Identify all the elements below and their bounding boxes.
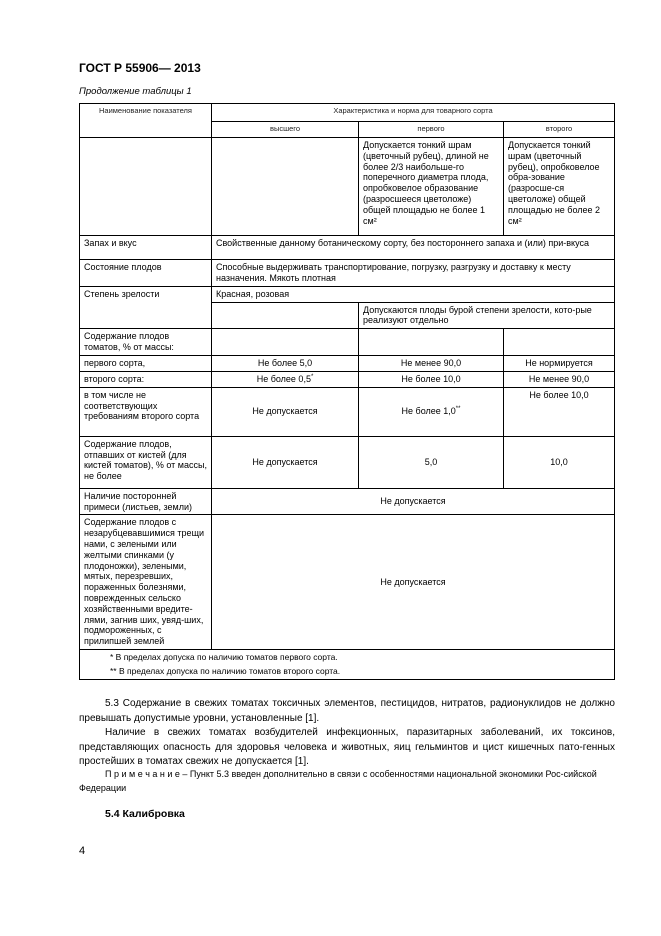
state-label: Состояние плодов — [80, 260, 212, 287]
first-grade-label: первого сорта, — [80, 356, 212, 372]
paragraph-pathogens: Наличие в свежих томатах возбудителей инфекционных, паразитарных заболеваний, их токсинов, представляющих опасность для здоровья человека и животных, яиц гельминтов и цист кишечных пато-генных простейших в томатах свежих не допускается [1]. — [79, 727, 615, 767]
ripeness-value: Красная, розовая — [212, 286, 615, 302]
incl-first: Не более 1,0** — [359, 387, 504, 436]
smell-label: Запах и вкус — [80, 236, 212, 260]
fallen-label: Содержание плодов, отпавших от кистей (для кистей томатов), % от массы, не более — [80, 436, 212, 488]
table-continuation-caption: Продолжение таблицы 1 — [79, 86, 192, 97]
header-grade-first: первого — [359, 122, 504, 138]
second-grade-label: второго сорта: — [80, 371, 212, 387]
page-number: 4 — [79, 845, 86, 857]
cracks-value: Не допускается — [212, 515, 615, 650]
scar-second-grade: Допускается тонкий шрам (цветочный рубец), опробковелое обра-зование (разросше-ся цветоложе) общей площадью не более 2 см² — [504, 138, 615, 236]
header-grade-highest: высшего — [212, 122, 359, 138]
first-grade-highest: Не более 5,0 — [212, 356, 359, 372]
first-grade-second: Не нормируется — [504, 356, 615, 372]
ripeness-extra: Допускаются плоды бурой степени зрелости, кото-рые реализуют отдельно — [359, 302, 615, 329]
table-row — [80, 260, 615, 287]
foreign-value: Не допускается — [212, 488, 615, 515]
document-title: ГОСТ Р 55906— 2013 — [79, 61, 201, 75]
table-row — [80, 329, 615, 356]
table-row — [80, 488, 615, 515]
footnote-1: * В пределах допуска по наличию томатов первого сорта. — [80, 649, 615, 664]
table-row — [80, 356, 615, 372]
ripeness-label: Степень зрелости — [80, 286, 212, 329]
cracks-label: Содержание плодов с незарубцевавшимися трещи нами, с зелеными или желтыми спинками (у плодоножки), зелеными, мятых, перезревших, пораженных болезнями, поврежденных сельско хозяйственными вредите-лями, загнив ших, увяд-ших, подмороженных, с прилипшей землей — [80, 515, 212, 650]
table-row — [80, 236, 615, 260]
header-grade-group: Характеристика и норма для товарного сорта — [212, 104, 615, 122]
scar-first-grade: Допускается тонкий шрам (цветочный рубец), длиной не более 2/3 наибольше-го поперечного диаметра плода, опробковелое образование (разросшееся цветоложе) общей площадью не более 1 см² — [359, 138, 504, 236]
footnote-2: ** В пределах допуска по наличию томатов второго сорта. — [80, 664, 615, 679]
header-grade-second: второго — [504, 122, 615, 138]
content-label: Содержание плодов томатов, % от массы: — [80, 329, 212, 356]
second-grade-second: Не менее 90,0 — [504, 371, 615, 387]
table-row — [80, 436, 615, 488]
fallen-second: 10,0 — [504, 436, 615, 488]
first-grade-first: Не менее 90,0 — [359, 356, 504, 372]
fallen-highest: Не допускается — [212, 436, 359, 488]
foreign-label: Наличие посторонней примеси (листьев, земли) — [80, 488, 212, 515]
table-row — [80, 138, 615, 236]
fallen-first: 5,0 — [359, 436, 504, 488]
incl-second: Не более 10,0 — [504, 387, 615, 436]
header-indicator-name: Наименование показателя — [80, 104, 212, 138]
table-row — [80, 371, 615, 387]
smell-value: Свойственные данному ботаническому сорту, без постороннего запаха и (или) при-вкуса — [212, 236, 615, 260]
second-grade-first: Не более 10,0 — [359, 371, 504, 387]
state-value: Способные выдерживать транспортирование, погрузку, разгрузку и доставку к месту назначения. Мякоть плотная — [212, 260, 615, 287]
incl-highest: Не допускается — [212, 387, 359, 436]
second-grade-highest: Не более 0,5* — [212, 371, 359, 387]
table-row — [80, 286, 615, 302]
quality-requirements-table — [79, 103, 615, 680]
table-row — [80, 387, 615, 436]
section-heading: 5.4 Калибровка — [105, 808, 185, 820]
note-text: П р и м е ч а н и е – Пункт 5.3 введен дополнительно в связи с особенностями национальной экономики Рос-сийской Федерации — [79, 769, 597, 793]
paragraph-5-3: 5.3 Содержание в свежих томатах токсичных элементов, пестицидов, нитратов, радионуклидов не должно превышать допустимые уровни, установленные [1]. Наличие в свежих томатах возбудителей инфекционных, паразитарных заболеваний, их токсинов, представляющих опасность для здоровья человека и животных, яиц гельминтов и цист кишечных пато-генных простейших в томатах свежих не допускается [1]. — [79, 697, 615, 770]
incl-label: в том числе не соответствующих требованиям второго сорта — [80, 387, 212, 436]
table-row — [80, 515, 615, 650]
